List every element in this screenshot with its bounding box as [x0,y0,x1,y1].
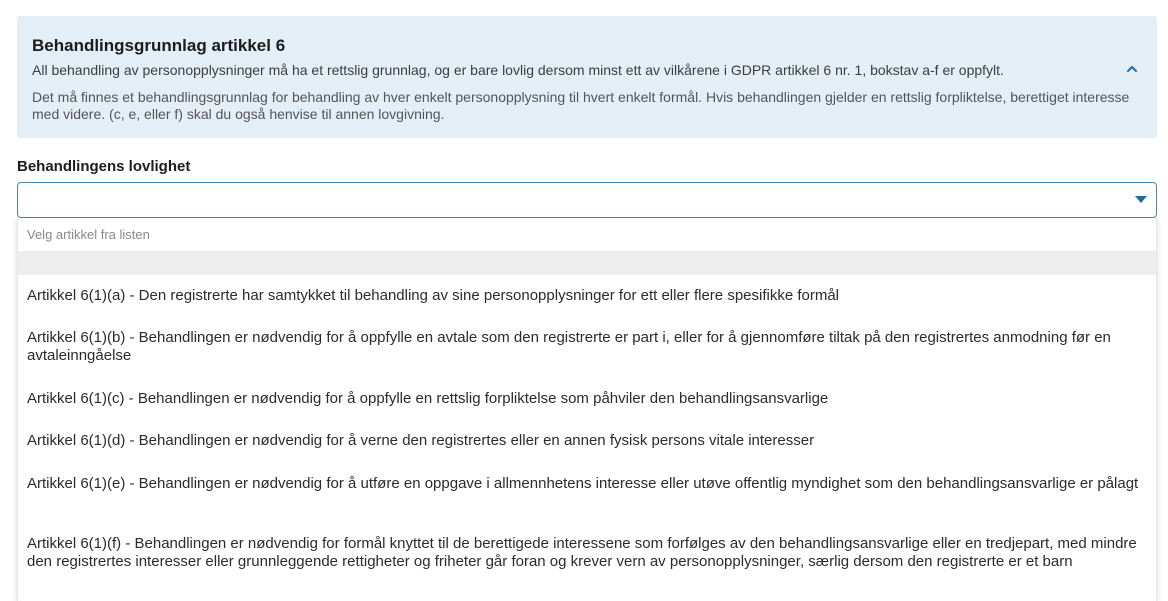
lawfulness-select[interactable] [17,182,1157,218]
dropdown-placeholder: Velg artikkel fra listen [27,227,150,242]
info-body: Det må finnes et behandlingsgrunnlag for behandling av hver enkelt personopplysning til hvert enkelt formål. Hvis behandlingen gjelder en rettslig forpliktelse, berettiget interesse med videre. (c, e, eller f) skal du også henvise til annen lovgivning. [32,89,1130,122]
option-6-1-a[interactable]: Artikkel 6(1)(a) - Den registrerte har samtykket til behandling av sine personopplysninger for ett eller flere spesifikke formål [27,287,840,304]
option-6-1-b[interactable]: Artikkel 6(1)(b) - Behandlingen er nødvendig for å oppfylle en avtale som den registrerte er part i, eller for å gjennomføre tiltak på den registrertes anmodning før en avtaleinngåelse [27,329,1111,364]
chevron-up-icon[interactable] [1125,62,1139,76]
caret-down-icon[interactable] [1135,196,1147,204]
option-empty[interactable] [18,251,1156,275]
info-panel [17,16,1157,138]
option-6-1-c[interactable]: Artikkel 6(1)(c) - Behandlingen er nødvendig for å oppfylle en rettslig forpliktelse som påhviler den behandlingsansvarlige [27,390,829,407]
info-title: Behandlingsgrunnlag artikkel 6 [32,36,286,55]
dropdown-list [17,218,1157,601]
info-subtitle: All behandling av personopplysninger må ha et rettslig grunnlag, og er bare lovlig dersom minst ett av vilkårene i GDPR artikkel 6 nr. 1, bokstav a-f er oppfylt. [32,62,1004,78]
option-6-1-f[interactable]: Artikkel 6(1)(f) - Behandlingen er nødvendig for formål knyttet til de berettigede interessene som forfølges av den behandlingsansvarlige eller en tredjepart, med mindre den registrertes interesser eller grunnleggende rettigheter og friheter går foran og krever vern av personopplysninger, særlig dersom den registrerte er et barn [27,535,1137,570]
option-6-1-e[interactable]: Artikkel 6(1)(e) - Behandlingen er nødvendig for å utføre en oppgave i allmennhetens interesse eller utøve offentlig myndighet som den behandlingsansvarlige er pålagt [27,475,1139,492]
option-6-1-d[interactable]: Artikkel 6(1)(d) - Behandlingen er nødvendig for å verne den registrertes eller en annen fysisk persons vitale interesser [27,432,815,449]
field-label: Behandlingens lovlighet [17,158,191,175]
